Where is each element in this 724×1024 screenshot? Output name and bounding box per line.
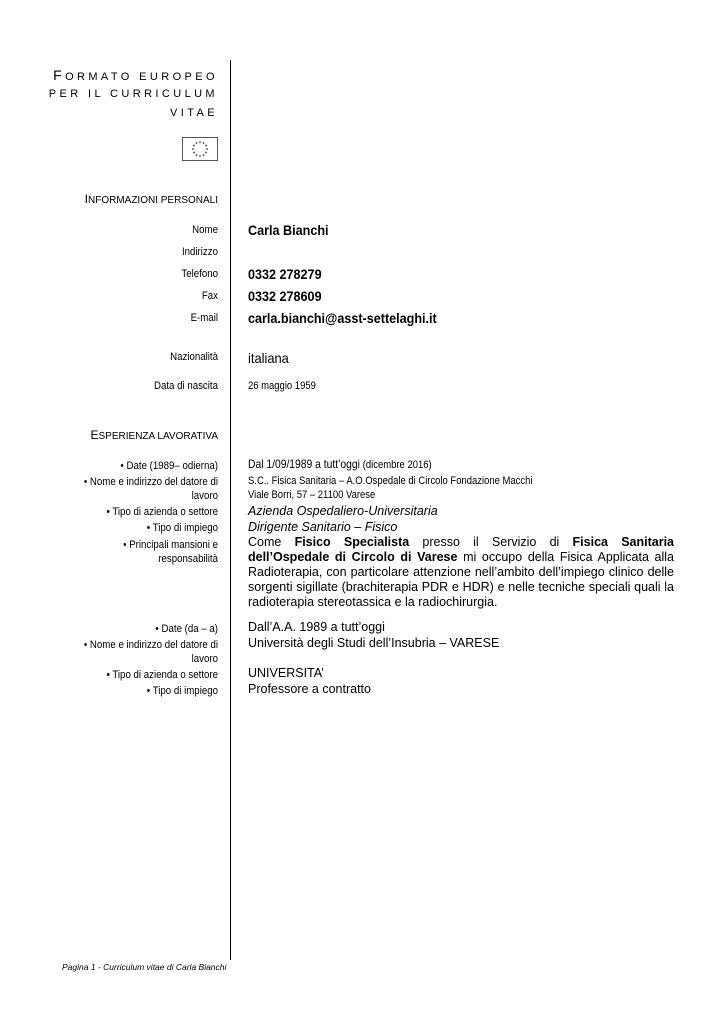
job2-label-employer: • Nome e indirizzo del datore di xyxy=(83,639,218,651)
page-footer: Pagina 1 - Curriculum vitae di Carla Bianchi xyxy=(62,962,227,972)
label-nationality: Nazionalità xyxy=(170,351,218,363)
column-divider xyxy=(230,60,231,960)
job1-label-employer: • Nome e indirizzo del datore di xyxy=(83,476,218,488)
job1-value-employer-address: Viale Borri, 57 – 21100 Varese xyxy=(248,489,376,501)
job2-value-date: Dall’A.A. 1989 a tutt’oggi xyxy=(248,620,385,634)
job1-value-sector: Azienda Ospedaliero-Universitaria xyxy=(248,504,438,518)
job1-label-type: • Tipo di impiego xyxy=(146,522,218,534)
job2-value-type: Professore a contratto xyxy=(248,682,371,696)
value-nationality: italiana xyxy=(248,350,289,366)
section-work-experience: ESPERIENZA LAVORATIVA xyxy=(90,428,218,442)
job1-label-employer-cont: lavoro xyxy=(191,490,218,502)
cv-title-line-2: PER IL CURRICULUM xyxy=(48,88,218,100)
job2-label-sector: • Tipo di azienda o settore xyxy=(106,669,218,681)
value-name: Carla Bianchi xyxy=(248,222,329,238)
value-email: carla.bianchi@asst-settelaghi.it xyxy=(248,310,437,326)
label-address: Indirizzo xyxy=(181,246,218,258)
eu-flag-logo xyxy=(182,137,218,161)
job2-label-type: • Tipo di impiego xyxy=(146,685,218,697)
job2-label-employer-cont: lavoro xyxy=(191,653,218,665)
label-name: Nome xyxy=(192,224,218,236)
job1-value-type: Dirigente Sanitario – Fisico xyxy=(248,520,398,534)
label-email: E-mail xyxy=(190,312,218,324)
job2-value-sector: UNIVERSITA’ xyxy=(248,666,324,680)
label-phone: Telefono xyxy=(181,268,218,280)
cv-title-line-3: VITAE xyxy=(170,107,218,119)
section-personal-info: INFORMAZIONI PERSONALI xyxy=(84,192,218,206)
value-birth-date: 26 maggio 1959 xyxy=(248,380,316,392)
job1-label-sector: • Tipo di azienda o settore xyxy=(106,506,218,518)
job2-value-employer: Università degli Studi dell’Insubria – VARESE xyxy=(248,636,500,650)
job1-value-date: Dal 1/09/1989 a tutt’oggi (dicembre 2016) xyxy=(248,457,432,471)
job1-value-employer: S.C.. Fisica Sanitaria – A.O.Ospedale di Circolo Fondazione Macchi xyxy=(248,475,533,487)
value-fax: 0332 278609 xyxy=(248,288,322,304)
eu-stars-icon xyxy=(183,138,217,160)
job1-label-duties: • Principali mansioni e responsabilità xyxy=(123,539,218,565)
label-fax: Fax xyxy=(201,290,218,302)
job1-value-duties: Come Fisico Specialista presso il Servizio di Fisica Sanitaria dell’Ospedale di Circolo di Varese mi occupo della Fisica Applicata alla Radioterapia, con particolare attenzione nell’ambito dell’impiego clinico delle sorgenti sigillate (brachiterapia PDR e HDR) e nelle tecniche speciali quali la radioterapia stereotassica e la radiochirurgia. xyxy=(248,535,674,609)
cv-title-line-1: FORMATO EUROPEO xyxy=(53,67,218,83)
job1-label-date: • Date (1989– odierna) xyxy=(120,460,218,472)
value-phone: 0332 278279 xyxy=(248,266,322,282)
job2-label-date: • Date (da – a) xyxy=(155,623,218,635)
label-birth-date: Data di nascita xyxy=(153,380,218,392)
